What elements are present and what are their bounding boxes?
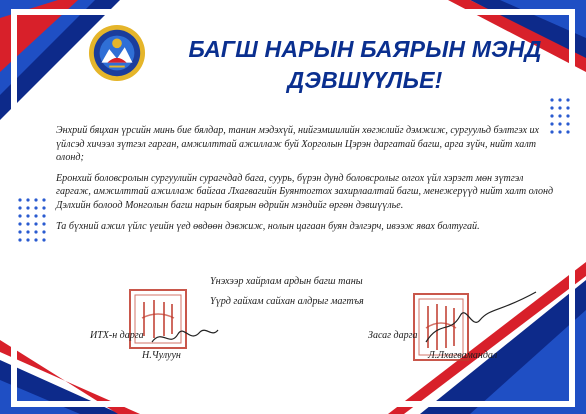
poem-line-1: Үнэхээр хайрлам ардын багш таны	[210, 276, 363, 287]
right-signatory-name: Л.Лхагвамандал	[428, 350, 498, 361]
paragraph-3: Та бүхний ажил үйлс үеийн үед өвдөөн дэвжиж, нолын цагаан буян дэлгэрч, ивээж явах болтугай.	[56, 220, 480, 232]
left-signature-scribble	[150, 320, 220, 350]
title-line-1: БАГШ НАРЫН БАЯРЫН МЭНД	[188, 36, 542, 62]
greeting-title	[160, 34, 570, 96]
left-signatory-name: Н.Чулуун	[142, 350, 181, 361]
title-line-2: ДЭВШҮҮЛЬЕ!	[287, 67, 443, 93]
dot-pattern-left	[16, 196, 52, 276]
poem-line-2: Үүрд гайхам сайхан алдрыг магтъя	[210, 296, 364, 307]
mongolia-district-emblem-icon	[88, 24, 146, 82]
paragraph-2: Еронхий боловсролын сургуулийн сурагчдад бага, суурь, бүрэн дунд боловсролыг олгох үйл хэрэгт мөн зүтгэл гаргаж, амжилттай ажиллаж байгаа Лхагвагийн Буянтогтох захирлаалтай багш, менежерүүд нийт халт олонд Дэлхийн болоод Монголын багш нарын баярын өдрийн мэндийг өргөн дэвшүүлье.	[56, 172, 554, 211]
left-signatory-title: ИТХ-н дарга	[90, 330, 144, 341]
right-signatory-title: Засаг дарга	[368, 330, 418, 341]
right-signature-scribble	[420, 290, 540, 350]
paragraph-1: Энхрий бяцхан үрсийн минь бие бялдар, танин мэдэхүй, нийгэмшилийн хөгжлийг дэмжиж, сургуульд бэлтгэх их үйлсэд хичээл зүтгэл гарган, амжилттай ажиллаж буй Хорголын Цэрэн даргатай багш, арга зүйч, нийт халт олонд;	[56, 125, 540, 164]
greeting-body	[56, 124, 556, 240]
